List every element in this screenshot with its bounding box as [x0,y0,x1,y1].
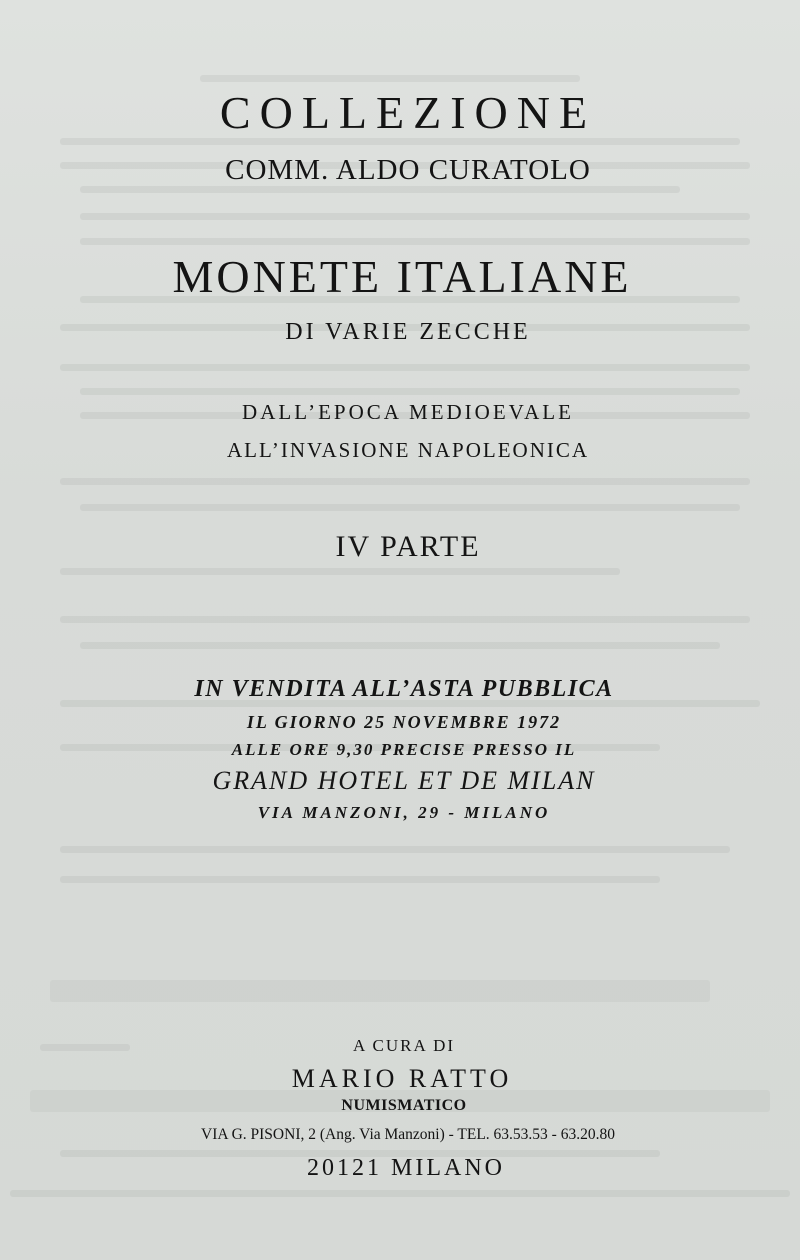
period-from: DALL’EPOCA MEDIOEVALE [242,400,574,424]
auction-date: IL GIORNO 25 NOVEMBRE 1972 [246,712,562,732]
auction-address: VIA MANZONI, 29 - MILANO [257,803,551,822]
curated-by-label: A CURA DI [352,1036,456,1055]
catalog-part: IV PARTE [335,530,481,563]
mints-subtitle: DI VARIE ZECCHE [285,319,531,345]
catalog-subject: MONETE ITALIANE [172,251,632,302]
collector-name: COMM. ALDO CURATOLO [225,154,591,186]
auction-headline: IN VENDITA ALL’ASTA PUBBLICA [194,676,614,702]
period-to: ALL’INVASIONE NAPOLEONICA [226,438,590,462]
auction-time: ALLE ORE 9,30 PRECISE PRESSO IL [231,740,577,759]
curator-city: 20121 MILANO [307,1155,505,1181]
auction-venue: GRAND HOTEL ET DE MILAN [212,766,596,795]
collection-title: COLLEZIONE [219,87,597,138]
curator-address: VIA G. PISONI, 2 (Ang. Via Manzoni) - TEL. 63.53.53 - 63.20.80 [201,1126,615,1143]
curator-name: MARIO RATTO [291,1064,513,1093]
curator-role: NUMISMATICO [341,1097,467,1114]
